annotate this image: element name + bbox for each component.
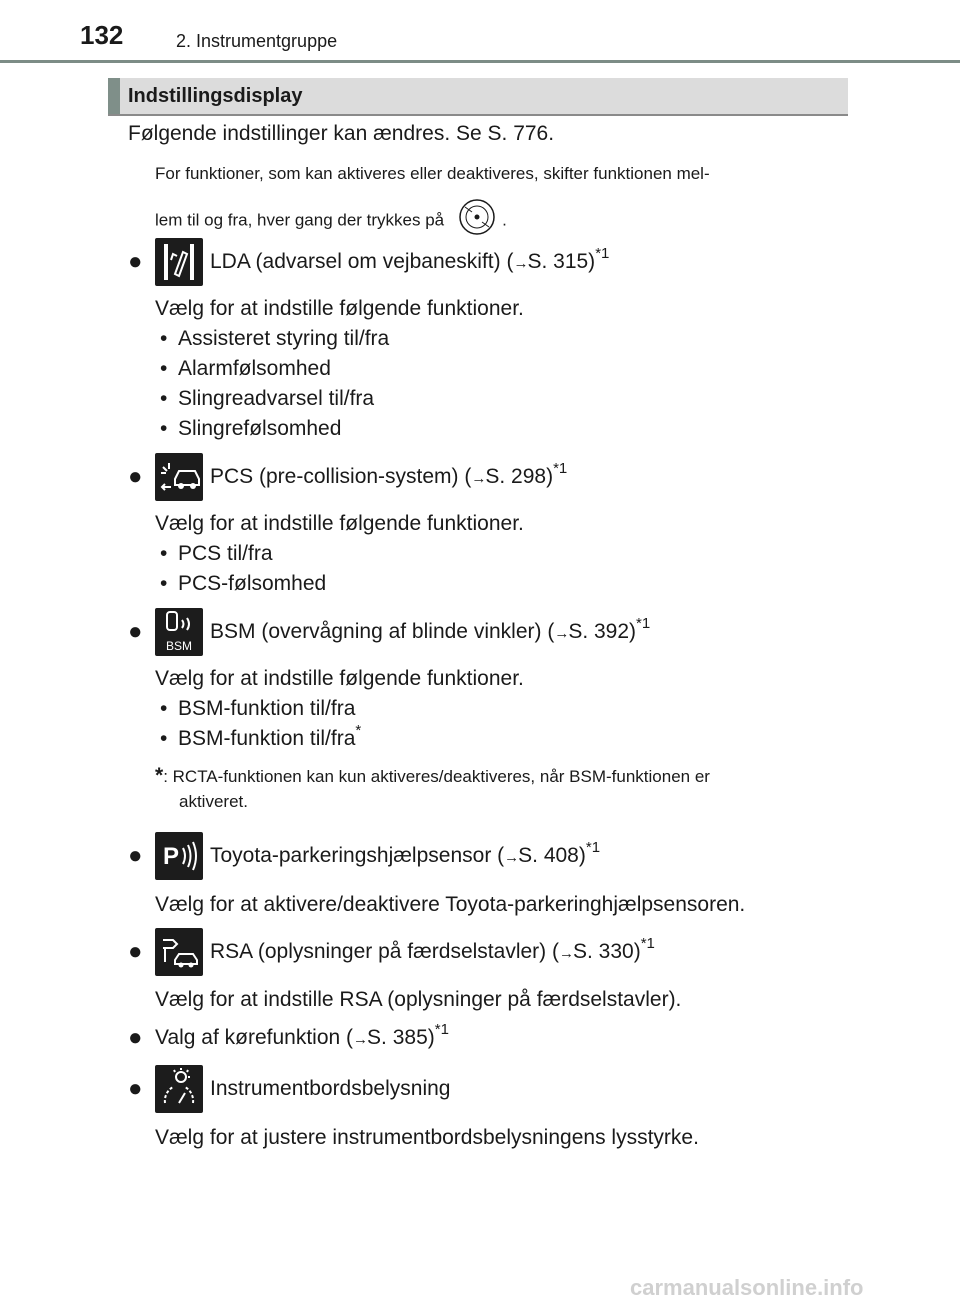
parking-sensor-icon <box>155 832 203 880</box>
svg-text:P: P <box>163 843 180 870</box>
rsa-icon <box>155 928 203 976</box>
bullet: ● <box>128 248 143 275</box>
item-desc-lda: Vælg for at indstille følgende funktioner. <box>155 297 524 320</box>
section-accent <box>108 78 120 114</box>
item-title-bsm: BSM (overvågning af blinde vinkler) (→S. 392)$^{*1}$ <box>210 615 651 643</box>
item-desc-pcs: Vælg for at indstille følgende funktioner. <box>155 512 524 535</box>
watermark: carmanualsonline.info <box>630 1275 864 1300</box>
bsm-icon-text: BSM <box>165 639 193 653</box>
chapter-title: 2. Instrumentgruppe <box>176 31 338 51</box>
note-line-2 <box>155 198 507 244</box>
item-desc-illumination: Vælg for at justere instrumentbordsbelysningens lysstyrke. <box>155 1126 699 1149</box>
section-heading <box>108 78 848 116</box>
footnote: *: RCTA-funktionen kan kun aktiveres/deaktiveres, når BSM-funktionen er <box>155 764 710 787</box>
list-item: • BSM-funktion til/fra* <box>160 722 362 750</box>
item-title-illumination: Instrumentbordsbelysning <box>210 1077 451 1100</box>
bullet: ● <box>128 463 143 490</box>
item-title-rsa: RSA (oplysninger på færdselstavler) (→S. 330)$^{*1}$ <box>210 935 655 963</box>
list-item: • Slingrefølsomhed <box>160 417 342 440</box>
bullet: ● <box>128 1024 143 1051</box>
list-item: • Slingreadvarsel til/fra <box>160 387 375 410</box>
display-button-icon <box>458 198 496 244</box>
page-header <box>0 0 960 64</box>
list-item: • Assisteret styring til/fra <box>160 327 390 350</box>
list-item: • Alarmfølsomhed <box>160 357 331 380</box>
footnote-continuation: aktiveret. <box>179 792 248 811</box>
lda-icon <box>155 238 203 286</box>
bullet: ● <box>128 938 143 965</box>
pcs-icon <box>155 453 203 501</box>
item-title-lda: LDA (advarsel om vejbaneskift) (→S. 315)$^{*1}$ <box>210 245 610 273</box>
item-title-parking: Toyota-parkeringshjælpsensor (→S. 408)$^{*1}$ <box>210 839 601 867</box>
list-item: • PCS til/fra <box>160 542 273 565</box>
bullet: ● <box>128 618 143 645</box>
header-rule <box>0 60 960 63</box>
intro-text: Følgende indstillinger kan ændres. Se S. 776. <box>128 122 555 145</box>
item-title-drive-mode: Valg af kørefunktion (→S. 385)$^{*1}$ <box>155 1021 449 1049</box>
list-item: • BSM-funktion til/fra <box>160 697 356 720</box>
note-line-1: For funktioner, som kan aktiveres eller deaktiveres, skifter funktionen mel- <box>155 164 710 183</box>
bsm-icon <box>155 608 203 656</box>
item-desc-parking: Vælg for at aktivere/deaktivere Toyota-parkeringhjælpsensoren. <box>155 893 746 916</box>
illumination-icon <box>155 1065 203 1113</box>
item-desc-bsm: Vælg for at indstille følgende funktioner. <box>155 667 524 690</box>
item-title-pcs: PCS (pre-collision-system) (→S. 298)$^{*1}$ <box>210 460 568 488</box>
bullet: ● <box>128 1075 143 1102</box>
list-item: • PCS-følsomhed <box>160 572 327 595</box>
note-line-2-text: lem til og fra, hver gang der trykkes på <box>155 210 445 230</box>
item-desc-rsa: Vælg for at indstille RSA (oplysninger på færdselstavler). <box>155 988 682 1011</box>
section-title: Indstillingsdisplay <box>128 85 303 107</box>
bullet: ● <box>128 842 143 869</box>
page-number: 132 <box>80 20 124 50</box>
note-end: . <box>502 210 507 230</box>
